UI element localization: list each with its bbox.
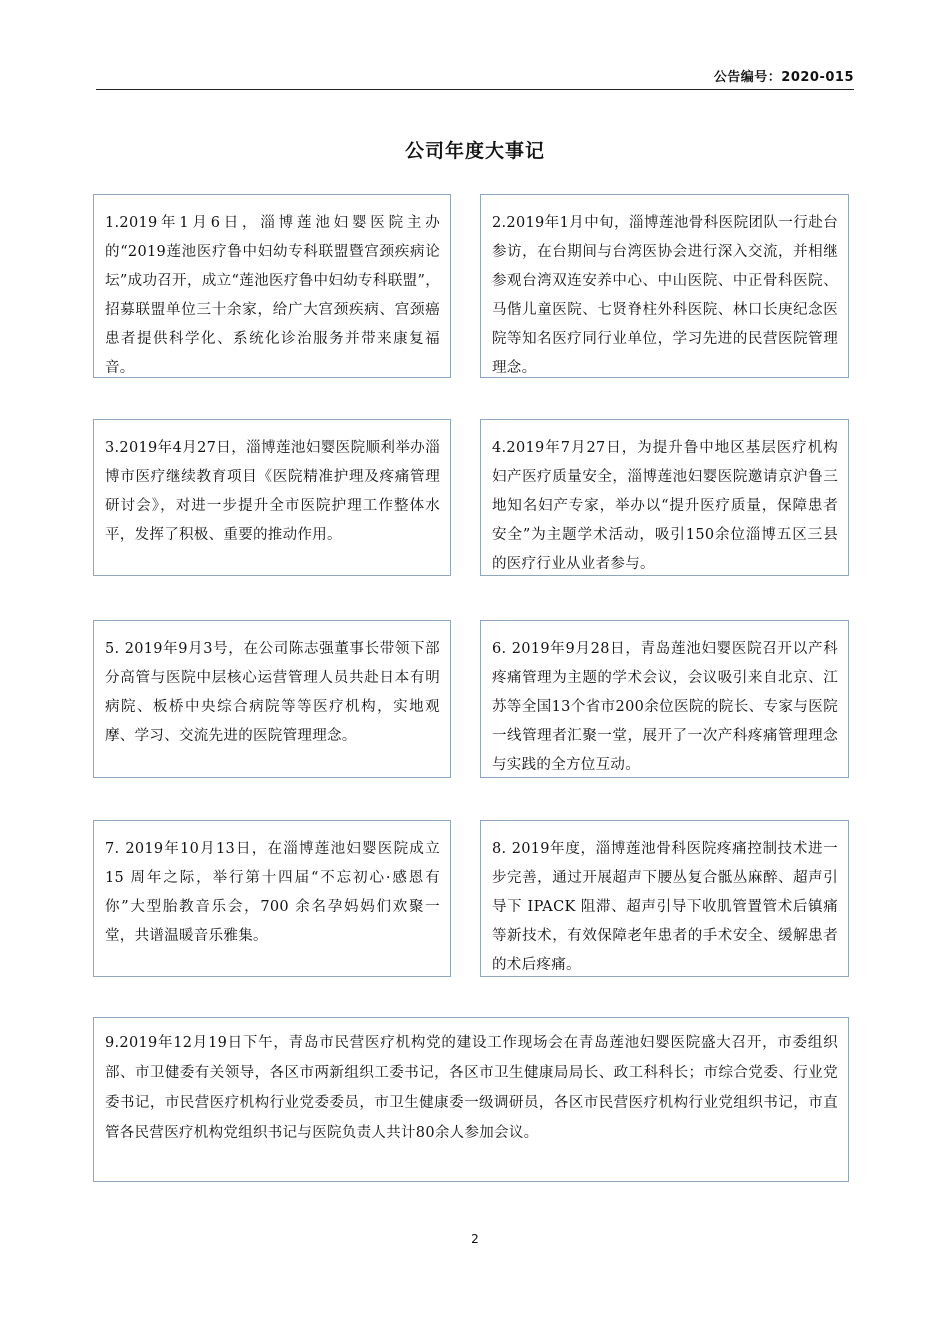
- event-box-4: 4.2019年7月27日，为提升鲁中地区基层医疗机构妇产医疗质量安全，淄博莲池妇婴医院邀请京沪鲁三地知名妇产专家，举办以“提升医疗质量，保障患者安全”为主题学术活动，吸引150余位淄博五区三县的医疗行业从业者参与。: [480, 419, 849, 576]
- event-box-1: 1.2019年1月6日，淄博莲池妇婴医院主办的“2019莲池医疗鲁中妇幼专科联盟暨宫颈疾病论坛”成功召开，成立“莲池医疗鲁中妇幼专科联盟”，招募联盟单位三十余家，给广大宫颈疾病、宫颈癌患者提供科学化、系统化诊治服务并带来康复福音。: [93, 194, 451, 378]
- event-box-7: 7. 2019年10月13日，在淄博莲池妇婴医院成立 15 周年之际，举行第十四届“不忘初心·感恩有你”大型胎教音乐会，700 余名孕妈妈们欢聚一堂，共谱温暖音乐雅集。: [93, 820, 451, 977]
- event-box-5: 5. 2019年9月3号，在公司陈志强董事长带领下部分高管与医院中层核心运营管理人员共赴日本有明病院、板桥中央综合病院等等医疗机构，实地观摩、学习、交流先进的医院管理理念。: [93, 620, 451, 778]
- event-box-3: 3.2019年4月27日，淄博莲池妇婴医院顺利举办淄博市医疗继续教育项目《医院精准护理及疼痛管理研讨会》，对进一步提升全市医院护理工作整体水平，发挥了积极、重要的推动作用。: [93, 419, 451, 576]
- page-title: 公司年度大事记: [404, 140, 545, 162]
- event-box-2: 2.2019年1月中旬，淄博莲池骨科医院团队一行赴台参访，在台期间与台湾医协会进行深入交流，并相继参观台湾双连安养中心、中山医院、中正骨科医院、马偕儿童医院、七贤脊柱外科医院、林口长庚纪念医院等知名医疗同行业单位，学习先进的民营医院管理理念。: [480, 194, 849, 378]
- event-box-9: 9.2019年12月19日下午，青岛市民营医疗机构党的建设工作现场会在青岛莲池妇婴医院盛大召开，市委组织部、市卫健委有关领导，各区市两新组织工委书记，各区市卫生健康局局长、政工科科长；市综合党委、行业党委书记，市民营医疗机构行业党委委员，市卫生健康委一级调研员，各区市民营医疗机构行业党组织书记，市直管各民营医疗机构党组织书记与医院负责人共计80余人参加会议。: [93, 1017, 849, 1182]
- announcement-code: 公告编号：2020-015: [713, 70, 854, 85]
- event-box-8: 8. 2019年度，淄博莲池骨科医院疼痛控制技术进一步完善，通过开展超声下腰丛复合骶丛麻醉、超声引导下 IPACK 阻滞、超声引导下收肌管置管术后镇痛等新技术，有效保障老年患者的手术安全、缓解患者的术后疼痛。: [480, 820, 849, 977]
- event-box-6: 6. 2019年9月28日，青岛莲池妇婴医院召开以产科疼痛管理为主题的学术会议，会议吸引来自北京、江苏等全国13个省市200余位医院的院长、专家与医院一线管理者汇聚一堂，展开了一次产科疼痛管理理念与实践的全方位互动。: [480, 620, 849, 778]
- page-number: 2: [471, 1232, 479, 1246]
- header-divider: [96, 89, 854, 90]
